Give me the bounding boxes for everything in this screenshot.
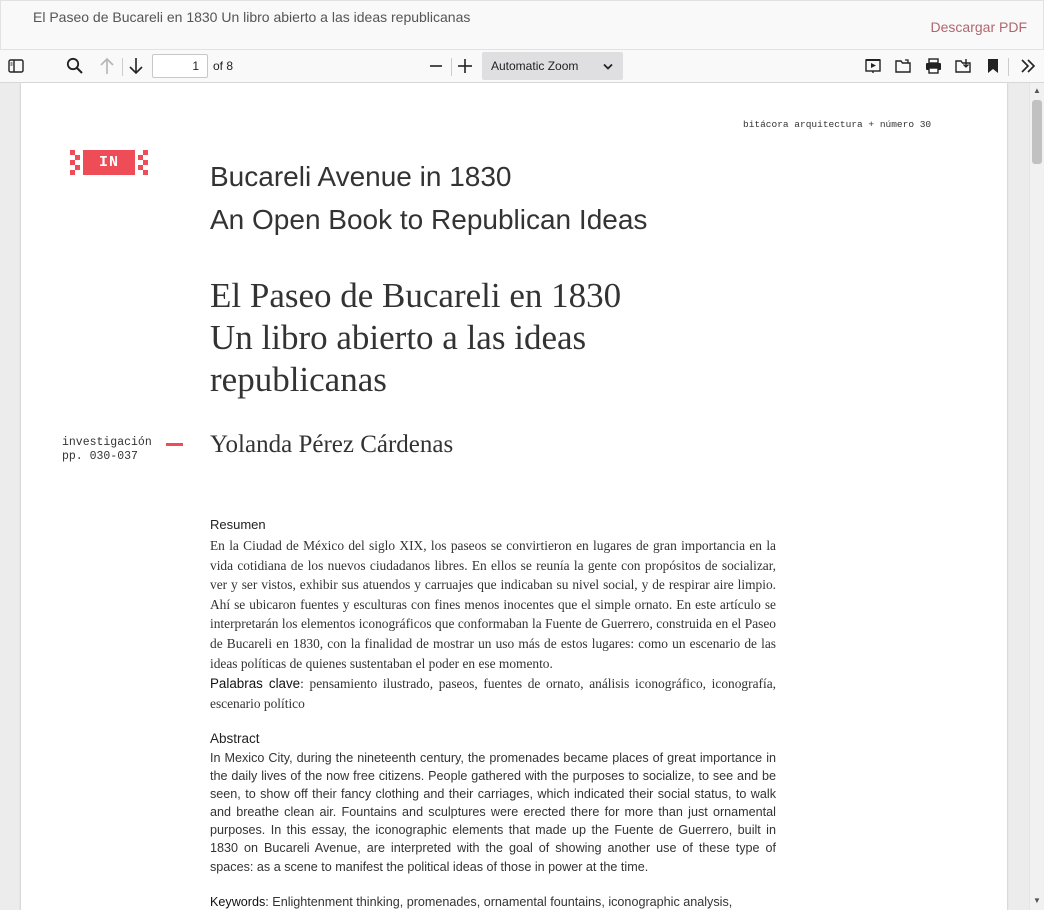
- resumen-text: En la Ciudad de México del siglo XIX, los paseos se convirtieron en lugares de gran importancia en la vida cotidiana de los nuevos ciudadanos libres. En ellos se reunía la gente con propósitos de socializar, ver y ser vistos, exhibir sus atuendos y carruajes que indicaban su nivel social, y de respirar aire limpio. Ahí se ubicaron fuentes y esculturas con fines menos inocentes que el simple ornato. En este artículo se interpretarán los elementos iconográficos que conformaban la Fuente de Guerrero, construida en el Paseo de Bucareli en 1830, con la finalidad de mostrar un uso más de estos lugares: como un escenario de las ideas políticas de quienes sustentaban el poder en ese momento.: [210, 538, 776, 671]
- arrow-down-icon[interactable]: [124, 54, 148, 78]
- section-tag-label: IN: [83, 150, 135, 175]
- section-label: [62, 436, 152, 464]
- tag-decoration: [75, 165, 80, 170]
- bookmark-icon[interactable]: [981, 54, 1005, 78]
- tag-decoration: [75, 155, 80, 160]
- chevron-down-icon: [603, 60, 613, 74]
- page-number-input[interactable]: [152, 54, 208, 78]
- palabras-clave-text: : pensamiento ilustrado, paseos, fuentes de ornato, análisis iconográfico, iconografía, escenario político: [210, 676, 776, 711]
- english-title: [210, 155, 647, 241]
- page-count: of 8: [213, 59, 234, 73]
- english-title-line: An Open Book to Republican Ideas: [210, 204, 648, 235]
- arrow-up-icon[interactable]: [95, 54, 119, 78]
- scrollbar-thumb[interactable]: [1032, 100, 1042, 164]
- print-icon[interactable]: [921, 54, 945, 78]
- abstract-heading: Abstract: [210, 731, 260, 746]
- zoom-value: Automatic Zoom: [491, 59, 579, 73]
- tag-decoration: [143, 170, 148, 175]
- abstract-text: In Mexico City, during the nineteenth century, the promenades became places of great importance in the daily lives of the now free citizens. People gathered with the purposes to socialize, to see and be seen, to show off their fancy clothing and their carriages, which indicated their social status, to walk and breathe clean air. Fountains and sculptures were erected there for more than just ornamental purposes. In this essay, the iconographic elements that made up the Fuente de Guerrero, built in 1830 on Bucareli Avenue, are interpreted with the goal of showing another use of these type of spaces: as a scene to manifest the political ideas of those in power at the time.: [210, 751, 776, 874]
- keywords-label: Keywords: [210, 895, 266, 909]
- toolbar-separator: [451, 58, 452, 76]
- scroll-down-icon[interactable]: ▼: [1033, 896, 1041, 905]
- sidebar-toggle-icon[interactable]: [4, 54, 28, 78]
- zoom-select[interactable]: [482, 52, 623, 80]
- tag-decoration: [143, 150, 148, 155]
- search-icon[interactable]: [63, 54, 87, 78]
- page-range: pp. 030-037: [62, 450, 138, 463]
- palabras-clave: [210, 674, 776, 713]
- spanish-title-line: El Paseo de Bucareli en 1830: [210, 276, 622, 315]
- presentation-icon[interactable]: [861, 54, 885, 78]
- tag-decoration: [143, 160, 148, 165]
- spanish-title: [210, 275, 621, 401]
- scroll-up-icon[interactable]: ▲: [1033, 86, 1041, 95]
- section-tag: [70, 147, 148, 177]
- author-name: Yolanda Pérez Cárdenas: [210, 431, 454, 458]
- toolbar-separator: [1008, 58, 1009, 76]
- palabras-clave-label: Palabras clave: [210, 676, 301, 691]
- english-title-line: Bucareli Avenue in 1830: [210, 161, 512, 192]
- keywords-text: : Enlightenment thinking, promenades, ornamental fountains, iconographic analysis,: [265, 895, 733, 909]
- double-chevron-right-icon[interactable]: [1016, 54, 1040, 78]
- plus-icon[interactable]: [453, 54, 477, 78]
- title-bar: [0, 0, 1044, 50]
- open-file-icon[interactable]: [891, 54, 915, 78]
- journal-header: bitácora arquitectura + número 30: [743, 119, 932, 130]
- spanish-title-line: republicanas: [210, 360, 387, 399]
- spanish-title-line: Un libro abierto a las ideas: [210, 318, 587, 357]
- keywords: [210, 893, 776, 911]
- tag-decoration: [70, 170, 75, 175]
- toolbar-separator: [122, 58, 123, 76]
- scrollbar-track[interactable]: [1029, 83, 1044, 910]
- download-pdf-link[interactable]: Descargar PDF: [930, 19, 1027, 35]
- resumen-heading: Resumen: [210, 517, 266, 532]
- download-icon[interactable]: [951, 54, 975, 78]
- red-dash-divider: [166, 443, 183, 446]
- minus-icon[interactable]: [424, 54, 448, 78]
- section-name: investigación: [62, 436, 152, 449]
- document-title: El Paseo de Bucareli en 1830 Un libro abierto a las ideas republicanas: [33, 9, 471, 25]
